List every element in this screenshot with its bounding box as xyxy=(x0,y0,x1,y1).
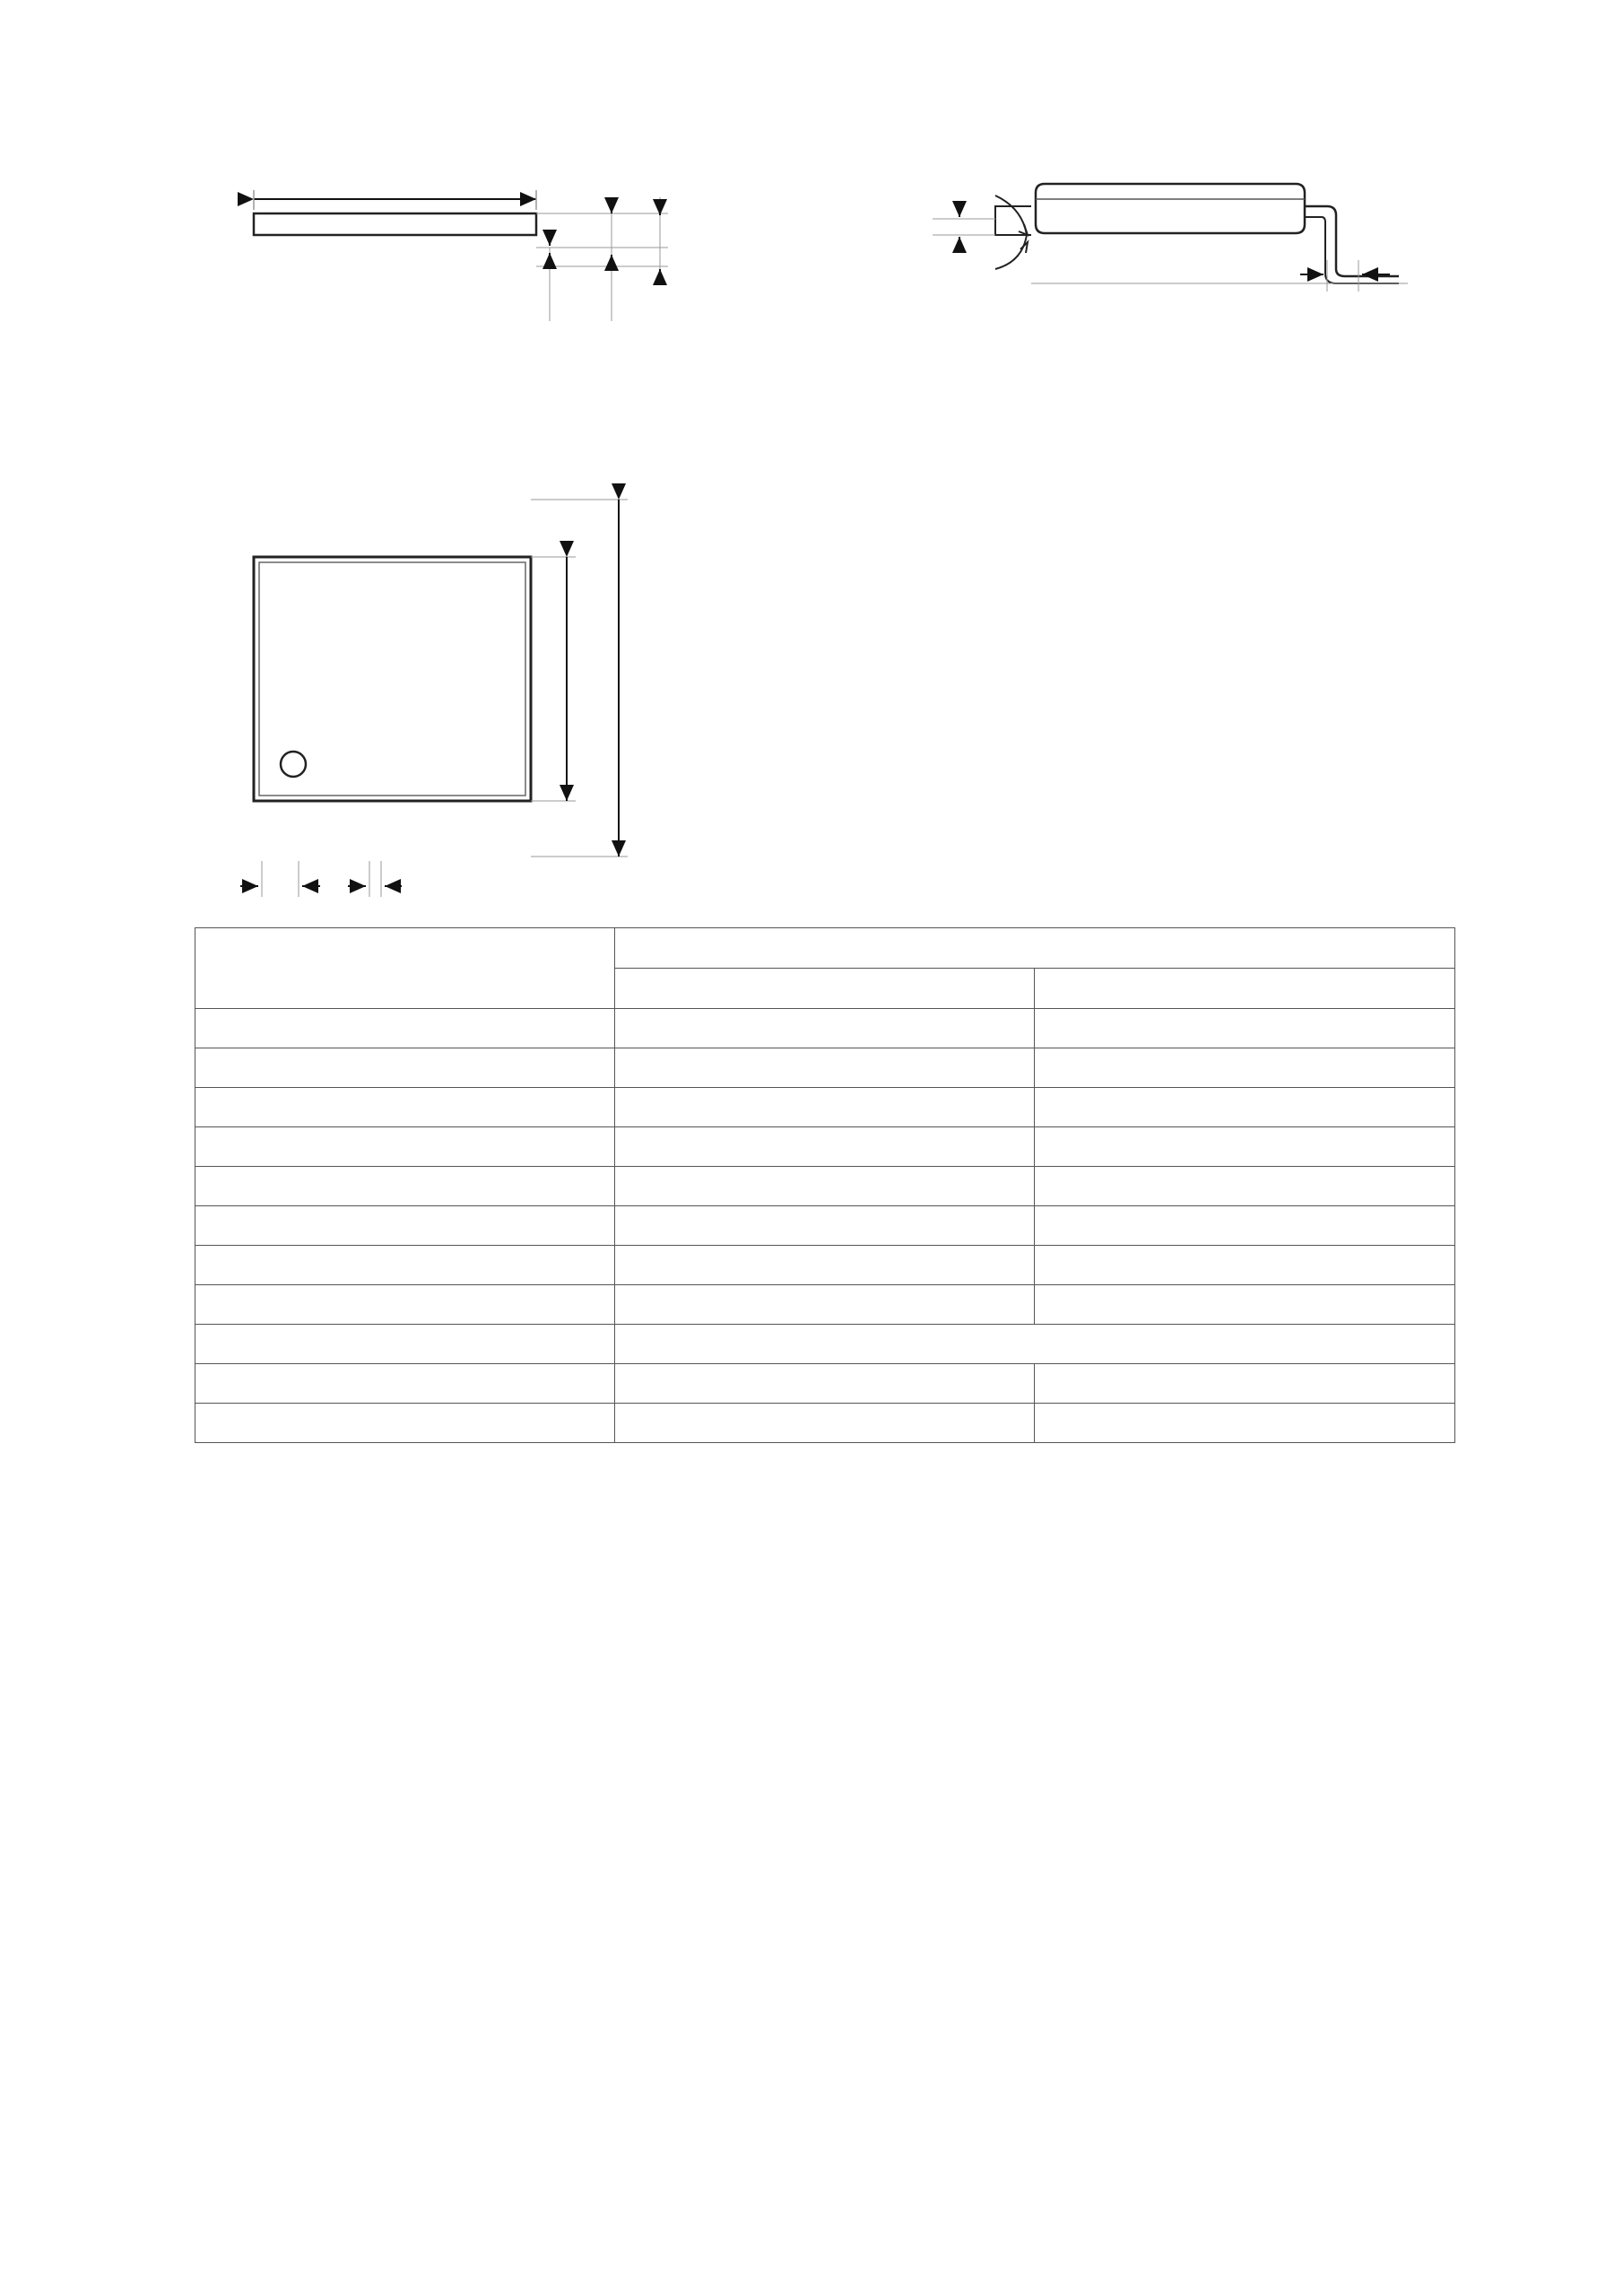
table-row xyxy=(195,1009,1455,1048)
cell-min xyxy=(615,1246,1035,1285)
cell-max xyxy=(1035,1285,1455,1325)
side-view xyxy=(254,190,668,321)
table-row xyxy=(195,1206,1455,1246)
table-row xyxy=(195,1364,1455,1404)
cell-symbol xyxy=(195,1404,615,1443)
cell-min xyxy=(615,1364,1035,1404)
top-view xyxy=(240,500,628,897)
cell-min xyxy=(615,1127,1035,1167)
cell-max xyxy=(1035,1246,1455,1285)
cell-min xyxy=(615,1009,1035,1048)
cell-symbol xyxy=(195,1048,615,1088)
header-max xyxy=(1035,969,1455,1009)
cell-min xyxy=(615,1206,1035,1246)
cell-min xyxy=(615,1088,1035,1127)
cell-symbol xyxy=(195,1206,615,1246)
table-row xyxy=(195,1246,1455,1285)
cell-min xyxy=(615,1048,1035,1088)
cell-symbol xyxy=(195,1325,615,1364)
cell-min xyxy=(615,1285,1035,1325)
header-unit xyxy=(615,928,1455,969)
cell-max xyxy=(1035,1167,1455,1206)
table-row xyxy=(195,1404,1455,1443)
cell-max xyxy=(1035,1206,1455,1246)
end-view xyxy=(933,184,1408,291)
table-row xyxy=(195,1285,1455,1325)
cell-max xyxy=(1035,1127,1455,1167)
cell-symbol xyxy=(195,1364,615,1404)
cell-symbol xyxy=(195,1127,615,1167)
cell-max xyxy=(1035,1404,1455,1443)
header-symbol xyxy=(195,928,615,1009)
dimension-table xyxy=(195,927,1455,1443)
table-row xyxy=(195,1088,1455,1127)
cell-max xyxy=(1035,1048,1455,1088)
cell-min xyxy=(615,1404,1035,1443)
cell-symbol xyxy=(195,1246,615,1285)
cell-symbol xyxy=(195,1009,615,1048)
cell-min xyxy=(615,1167,1035,1206)
cell-nominal xyxy=(615,1325,1455,1364)
table-row xyxy=(195,1048,1455,1088)
table-row xyxy=(195,1167,1455,1206)
table-row xyxy=(195,1127,1455,1167)
cell-symbol xyxy=(195,1167,615,1206)
cell-max xyxy=(1035,1364,1455,1404)
cell-symbol xyxy=(195,1088,615,1127)
cell-max xyxy=(1035,1009,1455,1048)
table-row xyxy=(195,1325,1455,1364)
package-drawing xyxy=(0,0,1623,927)
cell-symbol xyxy=(195,1285,615,1325)
header-min xyxy=(615,969,1035,1009)
cell-max xyxy=(1035,1088,1455,1127)
table-header-row xyxy=(195,928,1455,969)
